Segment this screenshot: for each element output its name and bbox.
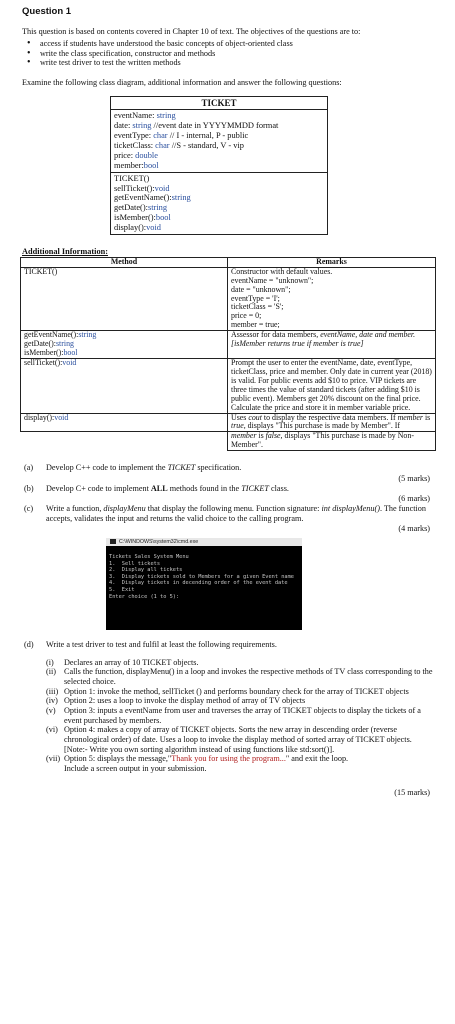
table-row	[21, 331, 436, 359]
question-document	[22, 6, 434, 797]
method-row: display():void	[114, 223, 161, 233]
column-header: Remarks	[228, 257, 436, 267]
examine-text: Examine the following class diagram, additional information and answer the following questions:	[22, 77, 342, 87]
marks-b: (6 marks)	[398, 494, 430, 504]
objectives-list	[22, 39, 434, 68]
remarks-cell: Uses cout to display the respective data members. If member is true, displays "This purchase is made by Member". If	[228, 413, 436, 432]
remarks-cell: member is false, displays "This purchase is made by Non-Member".	[228, 432, 436, 451]
remarks-cell: Prompt the user to enter the eventName, date, eventType, ticketClass, price and member. Only date in current year (2018) is valid. For public events add $10 to price. VIP tickets are three times the value of standard tickets (after adding $10 is public event). Members get 20% discount on the final price. Calculate the price and store it in member variable price.	[228, 358, 436, 413]
method-row: sellTicket():void	[114, 183, 170, 193]
attribute-row: eventType: char // I - internal, P - public	[114, 130, 249, 140]
method-cell: TICKET()	[21, 267, 228, 330]
console-line: 4. Display tickets in decending order of the event date	[109, 580, 288, 587]
class-diagram	[110, 96, 328, 235]
attribute-row: eventName: string	[114, 111, 176, 121]
table-row	[21, 432, 436, 451]
method-cell: getEventName():string getDate():string isMember():bool	[21, 331, 228, 359]
console-line: 2. Display all tickets	[109, 567, 183, 574]
table-row	[21, 358, 436, 413]
method-row: getDate():string	[114, 203, 168, 213]
requirement-item: (vi) Option 4: makes a copy of array of TICKET objects. Sorts the new array in descending order (reverse chronological order) of date. Uses a loop to invoke the display method of sorted array of TICKET objects. [Note:- Write you own sorting algorithm instead of using functions like std:sort()].	[46, 725, 412, 754]
console-line: Tickets Sales System Menu	[109, 553, 189, 560]
additional-info-table	[20, 257, 436, 451]
remarks-cell: Assessor for data members, eventName, date and member. [isMember returns true if member is true]	[228, 331, 436, 359]
method-row: isMember():bool	[114, 213, 171, 223]
marks-c: (4 marks)	[398, 524, 430, 534]
requirement-item: (ii) Calls the function, displayMenu() in a loop and invokes the respective methods of TV class corresponding to the selected choice.	[46, 667, 433, 686]
console-line: 5. Exit	[109, 586, 135, 593]
requirement-item: (iv) Option 2: uses a loop to invoke the display method of array of TV objects	[46, 696, 306, 706]
console-icon	[110, 539, 116, 544]
marks-a: (5 marks)	[398, 473, 430, 483]
console-line: 3. Display tickets sold to Members for a given Event name	[109, 573, 294, 580]
requirement-item: (v) Option 3: inputs a eventName from user and traverses the array of TICKET objects to display the tickets of a event purchased by members.	[46, 705, 421, 725]
question-a: (a) Develop C++ code to implement the TICKET specification.	[24, 463, 242, 473]
class-methods	[111, 173, 327, 234]
console-line: Enter choice (1 to 5):	[109, 593, 180, 600]
console-line: 1. Sell tickets	[109, 560, 161, 567]
question-title: Question 1	[22, 6, 72, 17]
method-cell: display():void	[21, 413, 228, 432]
method-row: TICKET()	[114, 173, 150, 183]
question-b: (b) Develop C+ code to implement ALL methods found in the TICKET class.	[24, 483, 289, 493]
table-header-row	[21, 257, 436, 267]
class-name: TICKET	[111, 97, 327, 111]
objective-item: • write the class specification, constructor and methods	[40, 49, 434, 59]
console-title-bar	[106, 538, 302, 546]
marks-d: (15 marks)	[394, 787, 430, 797]
method-cell	[21, 432, 228, 451]
question-c: (c) Write a function, displayMenu that display the following menu. Function signature: int displayMenu(). The function accepts, validates the input and returns the valid choice to the calling program.	[24, 503, 426, 523]
table-row	[21, 413, 436, 432]
method-row: getEventName():string	[114, 193, 191, 203]
method-cell: sellTicket():void	[21, 358, 228, 413]
requirement-item: (iii) Option 1: invoke the method, sellTicket () and performs boundary check for the array of TICKET objects	[46, 686, 409, 696]
console-title: C:\WINDOWS\system32\cmd.exe	[119, 538, 199, 545]
include-note: Include a screen output in your submission.	[64, 763, 207, 773]
requirement-item: (i) Declares an array of 10 TICKET objects.	[46, 657, 199, 667]
objective-item: • write test driver to test the written methods	[40, 58, 434, 68]
attribute-row: member:bool	[114, 160, 159, 170]
attribute-row: date: string //event date in YYYYMMDD format	[114, 121, 279, 131]
table-row	[21, 267, 436, 330]
remarks-cell: Constructor with default values. eventName = "unknown"; date = "unknown"; eventType = 'I'; ticketClass = 'S'; price = 0; member = true;	[228, 267, 436, 330]
column-header: Method	[21, 257, 228, 267]
attribute-row: price: double	[114, 150, 158, 160]
intro-text: This question is based on contents covered in Chapter 10 of text. The objectives of the questions are to:	[22, 27, 361, 37]
attribute-row: ticketClass: char //S - standard, V - vip	[114, 140, 244, 150]
additional-info-title: Additional Information:	[22, 247, 108, 257]
objective-item: • access if students have understood the basic concepts of object-oriented class	[40, 39, 434, 49]
class-attributes	[111, 110, 327, 172]
question-d: (d) Write a test driver to test and fulfil at least the following requirements.	[24, 639, 277, 649]
console-window	[106, 538, 302, 630]
requirement-item: (vii) Option 5: displays the message,"Thank you for using the program..." and exit the loop.	[46, 754, 349, 764]
